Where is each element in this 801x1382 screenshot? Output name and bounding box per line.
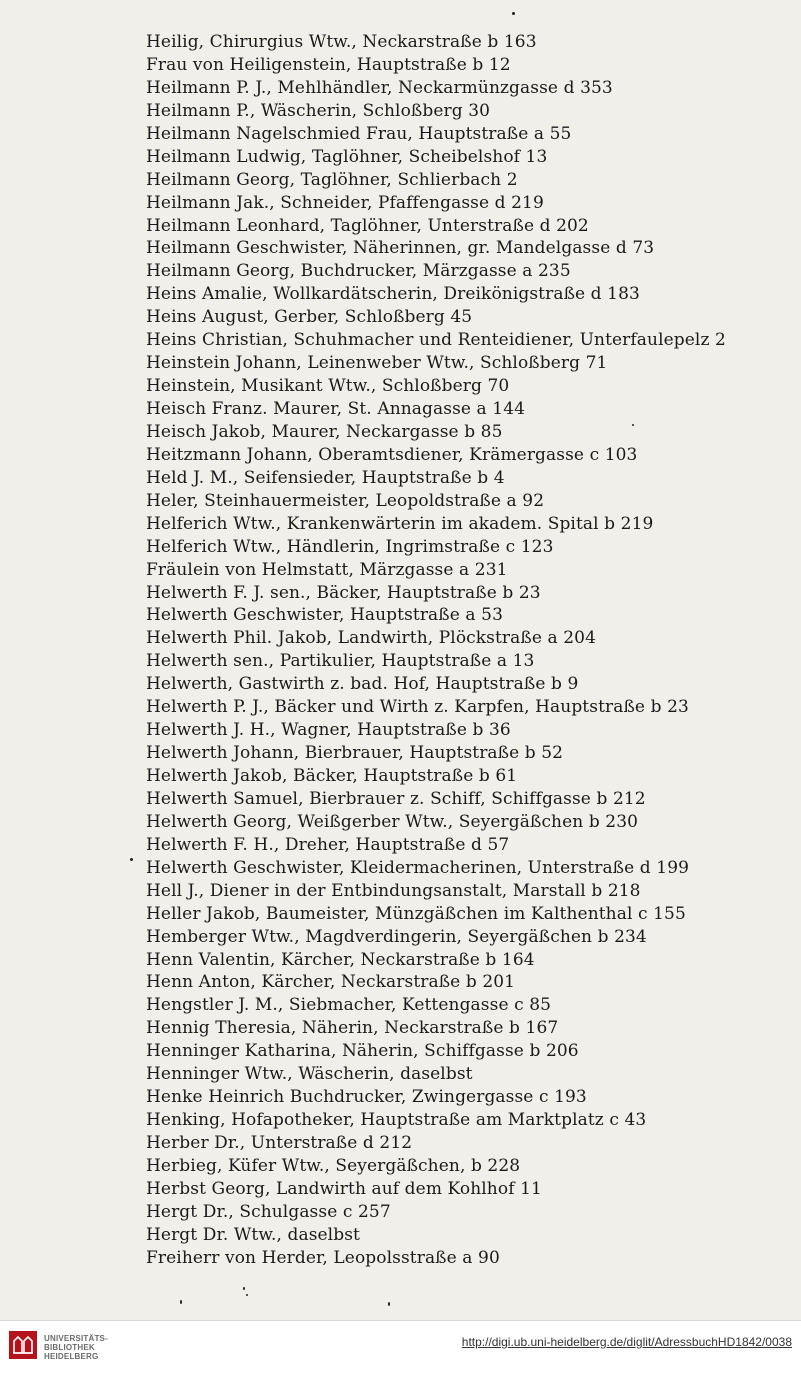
directory-entry: Hemberger Wtw., Magdverdingerin, Seyergäßchen b 234 xyxy=(146,926,647,947)
directory-entry: Helferich Wtw., Händlerin, Ingrimstraße c 123 xyxy=(146,536,554,557)
library-name xyxy=(44,1334,108,1361)
ink-speck xyxy=(632,424,634,426)
directory-entry: Hengstler J. M., Siebmacher, Kettengasse c 85 xyxy=(146,995,552,1016)
library-name-line-3: HEIDELBERG xyxy=(44,1352,99,1361)
directory-entry: Helwerth Geschwister, Kleidermacherinen, Unterstraße d 199 xyxy=(146,857,690,878)
directory-entry: Helwerth Geschwister, Hauptstraße a 53 xyxy=(146,605,503,626)
directory-entry: Hell J., Diener in der Entbindungsanstalt, Marstall b 218 xyxy=(146,880,641,901)
directory-entry: Helwerth Phil. Jakob, Landwirth, Plöckstraße a 204 xyxy=(146,628,597,649)
directory-entry: Helferich Wtw., Krankenwärterin im akadem. Spital b 219 xyxy=(146,513,654,534)
directory-entry: Henn Anton, Kärcher, Neckarstraße b 201 xyxy=(146,972,516,993)
directory-entry: Henn Valentin, Kärcher, Neckarstraße b 164 xyxy=(146,949,535,970)
university-library-logo-icon xyxy=(9,1331,37,1359)
ink-speck xyxy=(243,1287,245,1290)
directory-entry: Helwerth Georg, Weißgerber Wtw., Seyergäßchen b 230 xyxy=(146,811,639,832)
directory-entry: Henke Heinrich Buchdrucker, Zwingergasse c 193 xyxy=(146,1087,587,1108)
ink-speck xyxy=(130,858,133,861)
directory-entry: Heilmann Georg, Buchdrucker, Märzgasse a 235 xyxy=(146,261,571,282)
directory-entry: Heilmann Georg, Taglöhner, Schlierbach 2 xyxy=(146,169,518,190)
directory-entry: Heinstein Johann, Leinenweber Wtw., Schloßberg 71 xyxy=(146,353,608,374)
directory-entry: Herber Dr., Unterstraße d 212 xyxy=(146,1133,413,1153)
permalink-url[interactable]: http://digi.ub.uni-heidelberg.de/diglit/AdressbuchHD1842/0038 xyxy=(461,1335,792,1349)
directory-entry: Heilmann P. J., Mehlhändler, Neckarmünzgasse d 353 xyxy=(146,77,613,98)
directory-entry: Heler, Steinhauermeister, Leopoldstraße a 92 xyxy=(146,490,545,511)
directory-entry: Freiherr von Herder, Leopolsstraße a 90 xyxy=(146,1247,500,1268)
directory-entry: Helwerth Johann, Bierbrauer, Hauptstraße b 52 xyxy=(146,743,564,764)
directory-entry: Frau von Heiligenstein, Hauptstraße b 12 xyxy=(146,54,511,75)
ink-speck xyxy=(388,1302,390,1306)
directory-entry: Heins Christian, Schuhmacher und Renteidiener, Unterfaulepelz 2 xyxy=(146,330,726,351)
directory-entry: Held J. M., Seifensieder, Hauptstraße b 4 xyxy=(146,467,505,488)
directory-entry: Herbst Georg, Landwirth auf dem Kohlhof 11 xyxy=(146,1178,542,1199)
directory-entry: Heitzmann Johann, Oberamtsdiener, Krämergasse c 103 xyxy=(146,444,638,465)
directory-entry: Heinstein, Musikant Wtw., Schloßberg 70 xyxy=(146,376,510,397)
directory-entry: Helwerth F. H., Dreher, Hauptstraße d 57 xyxy=(146,834,510,855)
directory-entry: Heilmann Nagelschmied Frau, Hauptstraße a 55 xyxy=(146,123,572,144)
directory-entry: Hennig Theresia, Näherin, Neckarstraße b 167 xyxy=(146,1018,559,1039)
directory-entry: Fräulein von Helmstatt, Märzgasse a 231 xyxy=(146,559,508,580)
library-name-line-1: UNIVERSITÄTS- xyxy=(44,1334,108,1343)
directory-entry: Heisch Jakob, Maurer, Neckargasse b 85 xyxy=(146,421,503,442)
directory-entry: Henking, Hofapotheker, Hauptstraße am Marktplatz c 43 xyxy=(146,1110,647,1131)
directory-entry: Heller Jakob, Baumeister, Münzgäßchen im Kalthenthal c 155 xyxy=(146,903,686,924)
directory-entry: Heilmann Leonhard, Taglöhner, Unterstraße d 202 xyxy=(146,215,589,236)
directory-entry: Hergt Dr. Wtw., daselbst xyxy=(146,1224,360,1245)
ink-speck xyxy=(246,1294,248,1296)
directory-entry: Helwerth J. H., Wagner, Hauptstraße b 36 xyxy=(146,720,511,741)
directory-entry: Hergt Dr., Schulgasse c 257 xyxy=(146,1201,391,1222)
directory-entry: Heilmann Geschwister, Näherinnen, gr. Mandelgasse d 73 xyxy=(146,238,655,259)
directory-entry: Helwerth, Gastwirth z. bad. Hof, Hauptstraße b 9 xyxy=(146,674,579,695)
directory-entry: Heins Amalie, Wollkardätscherin, Dreikönigstraße d 183 xyxy=(146,284,640,305)
directory-entry: Henninger Wtw., Wäscherin, daselbst xyxy=(146,1064,473,1085)
directory-entry: Helwerth F. J. sen., Bäcker, Hauptstraße b 23 xyxy=(146,582,541,603)
directory-entry: Helwerth Jakob, Bäcker, Hauptstraße b 61 xyxy=(146,766,518,786)
directory-entry: Heilmann P., Wäscherin, Schloßberg 30 xyxy=(146,100,491,121)
directory-entry: Heisch Franz. Maurer, St. Annagasse a 144 xyxy=(146,399,526,419)
directory-entry: Heilmann Ludwig, Taglöhner, Scheibelshof 13 xyxy=(146,146,548,167)
ink-speck xyxy=(512,12,515,15)
directory-entry: Helwerth P. J., Bäcker und Wirth z. Karpfen, Hauptstraße b 23 xyxy=(146,697,689,718)
directory-entry: Heilmann Jak., Schneider, Pfaffengasse d 219 xyxy=(146,192,544,213)
directory-entry: Heins August, Gerber, Schloßberg 45 xyxy=(146,307,473,328)
directory-entry-list xyxy=(146,31,796,1270)
directory-entry: Helwerth Samuel, Bierbrauer z. Schiff, Schiffgasse b 212 xyxy=(146,788,646,809)
viewer-footer xyxy=(0,1320,801,1382)
library-name-line-2: BIBLIOTHEK xyxy=(44,1343,95,1352)
directory-entry: Helwerth sen., Partikulier, Hauptstraße a 13 xyxy=(146,651,535,672)
directory-entry: Henninger Katharina, Näherin, Schiffgasse b 206 xyxy=(146,1041,579,1062)
directory-entry: Herbieg, Küfer Wtw., Seyergäßchen, b 228 xyxy=(146,1155,521,1176)
ink-speck xyxy=(180,1300,182,1304)
directory-entry: Heilig, Chirurgius Wtw., Neckarstraße b 163 xyxy=(146,32,537,52)
